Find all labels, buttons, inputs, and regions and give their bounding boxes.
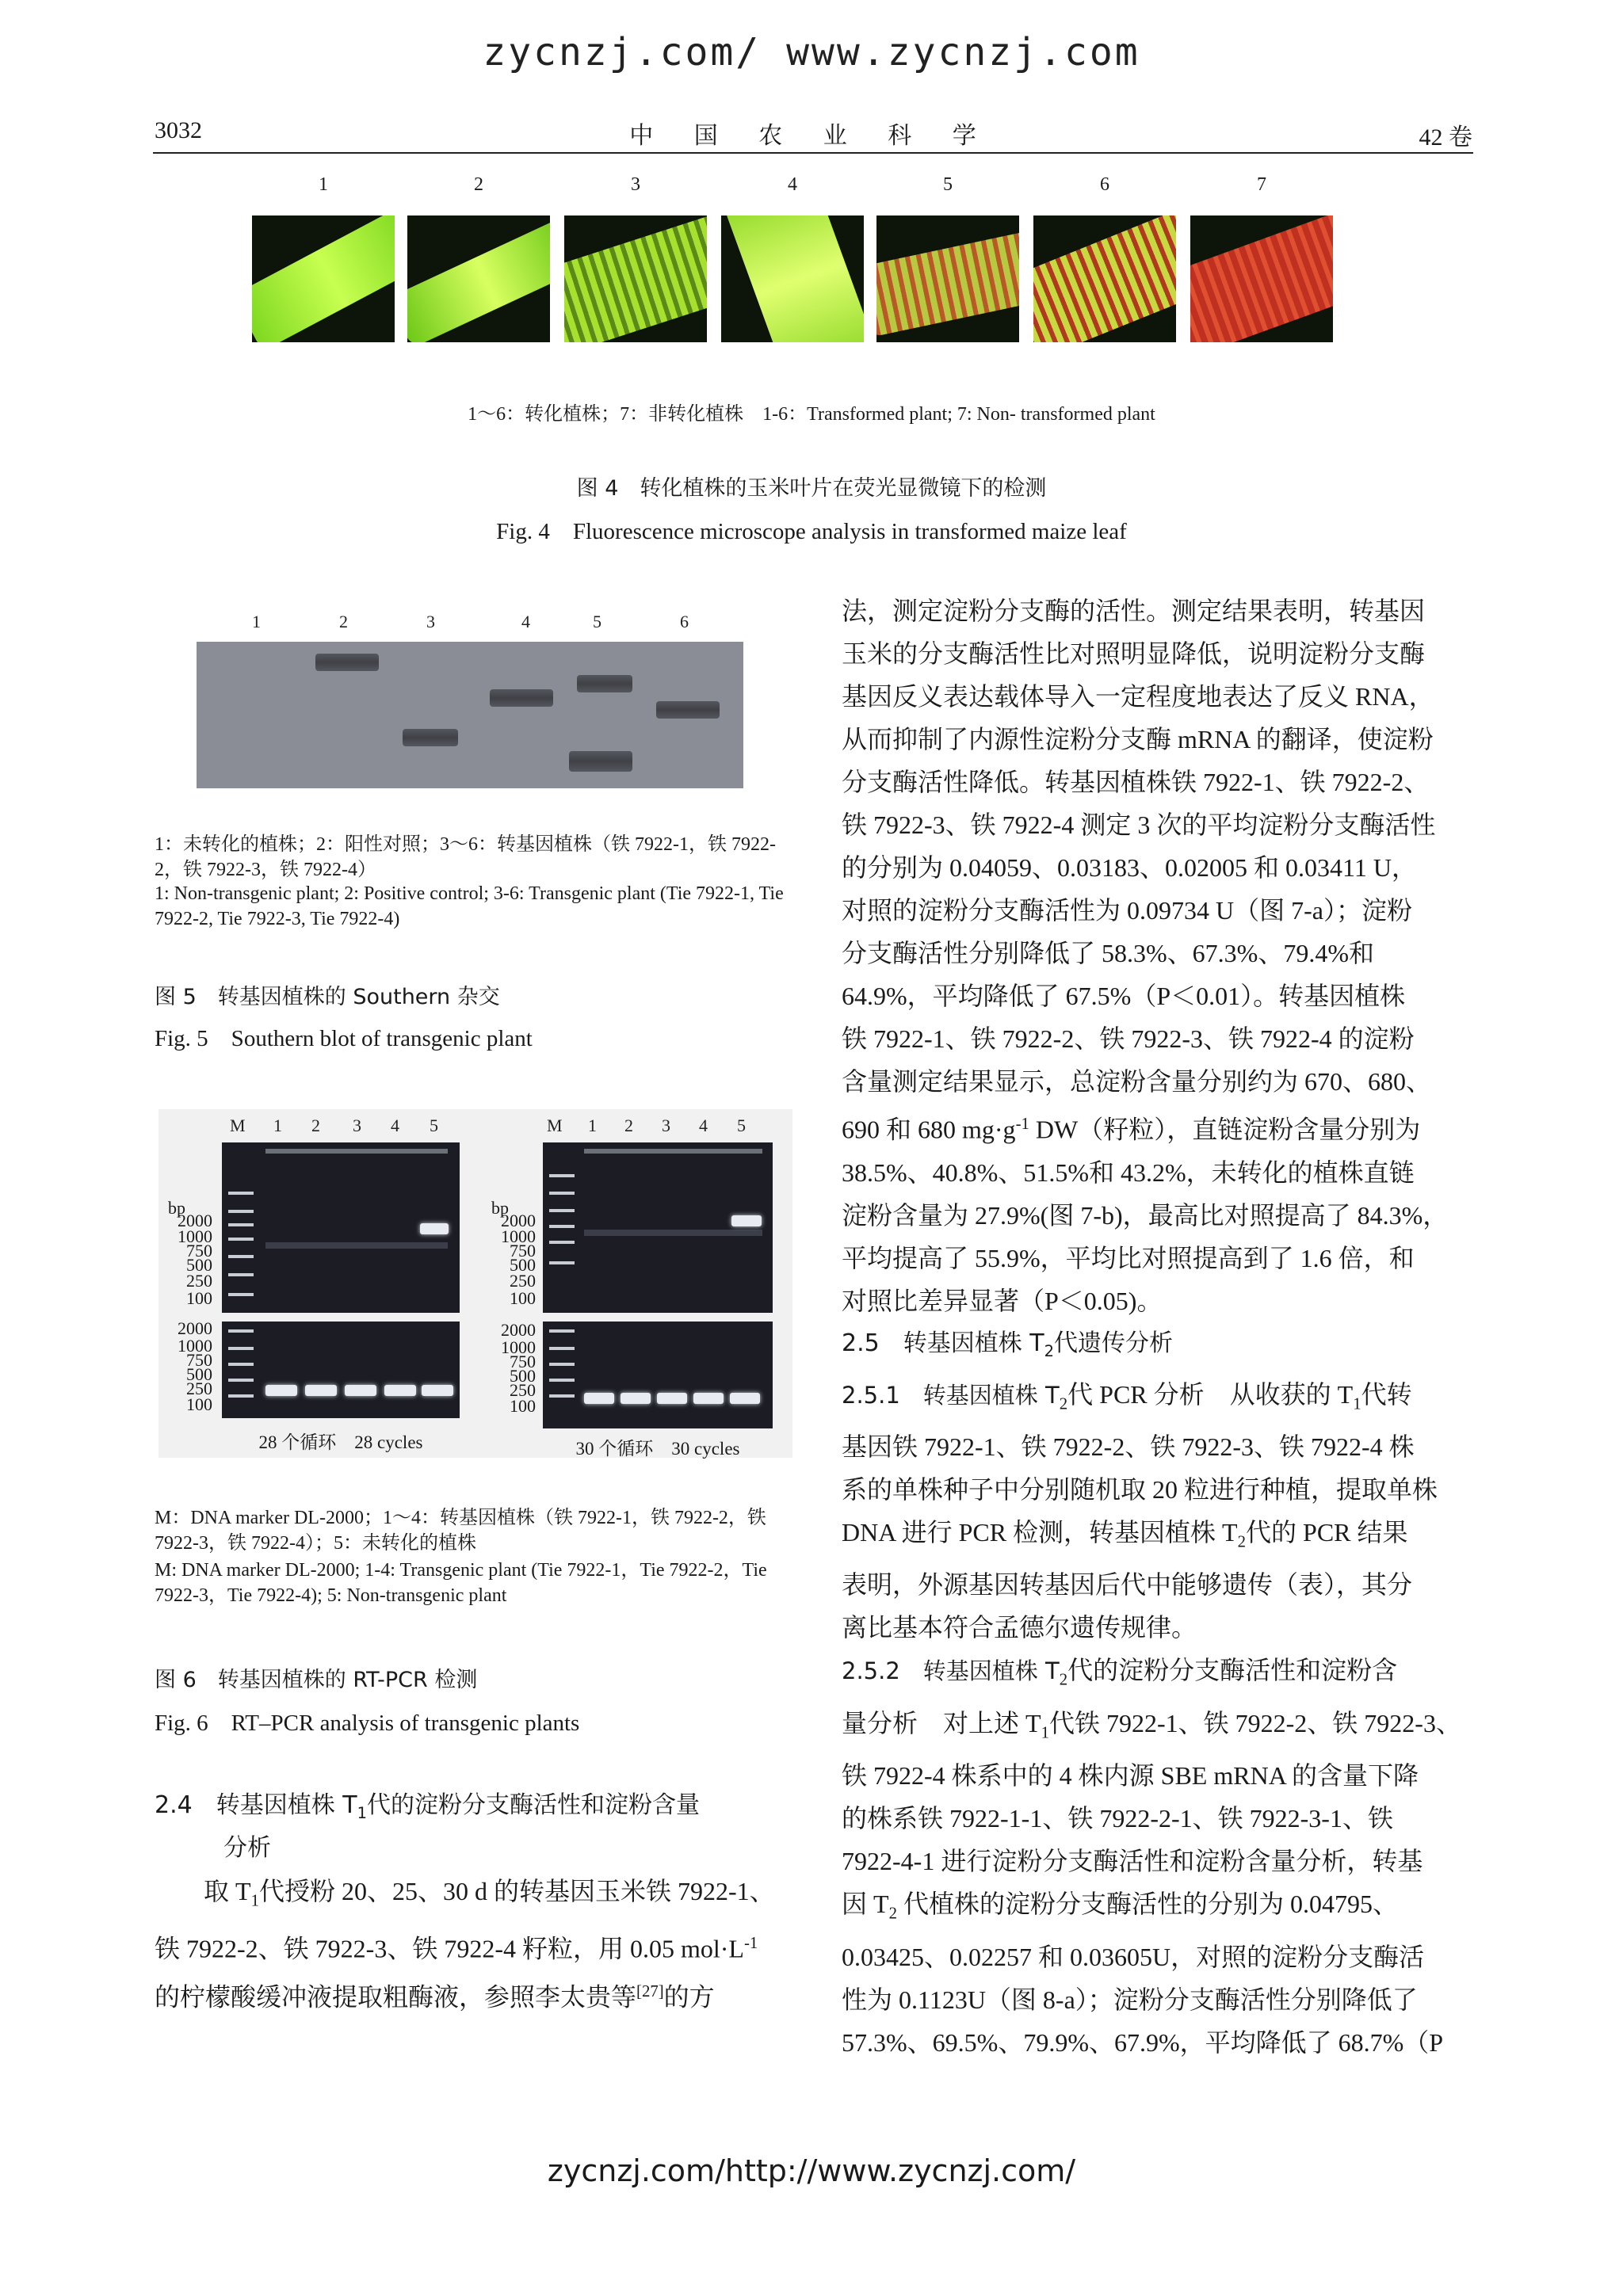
watermark-bottom: zycnzj.com/http://www.zycnzj.com/ bbox=[547, 2153, 1076, 2188]
bp-tick: 750 bbox=[510, 1352, 536, 1371]
blot-band bbox=[569, 751, 632, 772]
bp-tick: 250 bbox=[186, 1271, 212, 1291]
leaf-fluorescence-panel bbox=[564, 215, 707, 342]
leaf-fluorescence-panel bbox=[252, 215, 395, 342]
lane-label: 5 bbox=[430, 1116, 438, 1135]
bp-tick: 2000 bbox=[178, 1211, 212, 1230]
figure5-caption-en: Fig. 5 Southern blot of transgenic plant bbox=[155, 1026, 533, 1051]
figure6-caption-cn: 图 6 转基因植株的 RT-PCR 检测 bbox=[155, 1668, 478, 1692]
bp-tick: 100 bbox=[510, 1396, 536, 1416]
figure4-panel-number: 1 bbox=[319, 174, 328, 195]
bp-tick: 250 bbox=[510, 1271, 536, 1291]
bp-tick: 750 bbox=[510, 1241, 536, 1261]
gel-28-cycles-upper bbox=[222, 1142, 460, 1313]
bp-tick: 250 bbox=[186, 1379, 212, 1398]
page-number: 3032 bbox=[155, 117, 202, 143]
bp-tick: 2000 bbox=[501, 1211, 536, 1230]
section-2-5-heading: 2.5 转基因植株 $T_2$代遗传分析 bbox=[842, 1329, 1173, 1360]
section-2-4-heading-cont: 分析 bbox=[223, 1834, 271, 1862]
bp-tick: 2000 bbox=[501, 1320, 536, 1340]
figure4-note: 1～6：转化植株；7：非转化植株 1-6：Transformed plant; 7: Non- transformed plant bbox=[468, 404, 1155, 425]
figure5-lane-number: 4 bbox=[521, 612, 530, 631]
bp-label: bp bbox=[168, 1198, 185, 1218]
watermark-top: zycnzj.com/ www.zycnzj.com bbox=[483, 30, 1140, 74]
southern-blot-image bbox=[197, 642, 743, 788]
gel-30-cycles-lower bbox=[543, 1322, 773, 1428]
lane-label: 2 bbox=[624, 1116, 633, 1135]
bp-tick: 500 bbox=[510, 1366, 536, 1386]
lane-label: 4 bbox=[699, 1116, 708, 1135]
figure4-panel-number: 5 bbox=[943, 174, 953, 195]
blot-band bbox=[490, 689, 553, 707]
figure5-lane-number: 1 bbox=[252, 612, 261, 631]
leaf-fluorescence-panel bbox=[407, 215, 550, 342]
section-2-5-2: 2.5.2 转基因植株 $T_2$代的淀粉分支酶活性和淀粉含 bbox=[842, 1656, 1398, 1689]
section-2-5-1: 2.5.1 转基因植株 $T_2$代 PCR 分析 从收获的 $T_1$代转 bbox=[842, 1379, 1412, 1413]
leaf-fluorescence-panel bbox=[876, 215, 1019, 342]
bp-tick: 500 bbox=[510, 1255, 536, 1275]
figure4-panel-number: 4 bbox=[788, 174, 797, 195]
figure4-panel-number: 7 bbox=[1257, 174, 1266, 195]
figure5-lane-number: 5 bbox=[593, 612, 601, 631]
leaf-fluorescence-panel bbox=[721, 215, 864, 342]
lane-label: 4 bbox=[391, 1116, 399, 1135]
lane-label: M bbox=[230, 1116, 246, 1135]
header-rule bbox=[153, 152, 1473, 154]
bp-tick: 250 bbox=[510, 1380, 536, 1400]
figure5-lane-number: 6 bbox=[680, 612, 689, 631]
leaf-fluorescence-panel bbox=[1190, 215, 1333, 342]
figure5-note-en: 1: Non-transgenic plant; 2: Positive control; 3-6: Transgenic plant (Tie 7922-1, Tie 7922-2, Tie 7922-3, Tie 7922-4) bbox=[155, 883, 784, 929]
figure6-note-cn: M：DNA marker DL-2000；1～4：转基因植株（铁 7922-1，铁 7922-2，铁 7922-3，铁 7922-4）；5：未转化的植株 bbox=[155, 1508, 766, 1554]
leaf-fluorescence-panel bbox=[1033, 215, 1176, 342]
lane-label: M bbox=[547, 1116, 563, 1135]
bp-tick: 1000 bbox=[178, 1336, 212, 1356]
figure5-lane-labels bbox=[197, 612, 743, 640]
figure4-panel-number: 6 bbox=[1100, 174, 1109, 195]
blot-band bbox=[315, 654, 379, 671]
section-2-4-heading: 2.4 转基因植株 $T_1$代的淀粉分支酶活性和淀粉含量 bbox=[155, 1791, 700, 1822]
lane-label: 3 bbox=[662, 1116, 670, 1135]
bp-label: bp bbox=[491, 1198, 509, 1218]
figure6-image bbox=[158, 1109, 792, 1458]
figure6-note-en: M: DNA marker DL-2000; 1-4: Transgenic plant (Tie 7922-1，Tie 7922-2，Tie 7922-3，Tie 7922-4); 5: Non-transgenic plant bbox=[155, 1560, 767, 1606]
bp-tick: 1000 bbox=[501, 1337, 536, 1357]
figure5-lane-number: 3 bbox=[426, 612, 435, 631]
bp-tick: 1000 bbox=[501, 1226, 536, 1246]
bp-tick: 500 bbox=[186, 1255, 212, 1275]
bp-tick: 750 bbox=[186, 1241, 212, 1261]
figure5-caption-cn: 图 5 转基因植株的 Southern 杂交 bbox=[155, 985, 500, 1009]
figure6-caption-en: Fig. 6 RT–PCR analysis of transgenic plants bbox=[155, 1711, 580, 1736]
bp-tick: 100 bbox=[510, 1288, 536, 1308]
bp-tick: 2000 bbox=[178, 1318, 212, 1338]
figure6-left-caption: 28 个循环 28 cycles bbox=[258, 1432, 423, 1452]
gel-28-cycles-lower bbox=[222, 1322, 460, 1418]
lane-label: 3 bbox=[353, 1116, 361, 1135]
bp-tick: 100 bbox=[186, 1288, 212, 1308]
lane-label: 2 bbox=[311, 1116, 320, 1135]
bp-tick: 100 bbox=[186, 1394, 212, 1414]
bp-tick: 750 bbox=[186, 1350, 212, 1370]
figure4-panel-number: 3 bbox=[631, 174, 640, 195]
figure6-left-lane-labels bbox=[222, 1116, 475, 1139]
right-column-text: 法，测定淀粉分支酶的活性。测定结果表明，转基因 玉米的分支酶活性比对照明显降低，说明淀粉分支酶 基因反义表达载体导入一定程度地表达了反义 RNA， 从而抑制了内源性淀粉分支酶 mRNA 的翻译，使淀粉 分支酶活性降低。转基因植株铁 7922-1、铁 7922-2、 铁 7922-3、铁 7922-4 测定 3 次的平均淀粉分支酶活性 的分别为 0.04059、0.03183、0.02005 和 0.03411 U， 对照的淀粉分支酶活性为 0.09734 U（图 7-a）；淀粉 分支酶活性分别降低了 58.3%、67.3%、79.4%和 64.9%，平均降低了 67.5%（P＜0.01）。转基因植株 铁 7922-1、铁 7922-2、铁 7922-3、铁 7922-4 的淀粉 含量测定结果显示，总淀粉含量分别约为 670、680、 690 和 680 $mg\cdot g^{-1}$ DW（籽粒），直链淀粉含量分别为 38.5%、40.8%、51.5%和 43.2%，未转化的植株直链 淀粉含量为 27.9%(图 7-b)，最高比对照提高了 84.3%， 平均提高了 55.9%，平均比对照提高到了 1.6 倍，和 对照比差异显著（P＜0.05)。 2.5 转基因植株 $T_2$代遗传分析 2.5.1 转基因植株 $T_2$代 PCR 分析 从收获的 $T_1$代转 基因铁 7922-1、铁 7922-2、铁 7922-3、铁 7922-4 株 系的单株种子中分别随机取 20 粒进行种植，提取单株 DNA 进行 PCR 检测，转基因植株 $T_2$代的 PCR 结果 表明，外源基因转基因后代中能够遗传（表），其分 离比基本符合孟德尔遗传规律。 2.5.2 转基因植株 $T_2$代的淀粉分支酶活性和淀粉含 量分析 对上述 $T_1$代铁 7922-1、铁 7922-2、铁 7922-3、 铁 7922-4 株系中的 4 株内源 SBE mRNA 的含量下降 的株系铁 7922-1-1、铁 7922-2-1、铁 7922-3-1、铁 7922-4-1 进行淀粉分支酶活性和淀粉含量分析，转基 因 $T_2$ 代植株的淀粉分支酶活性的分别为 0.04795、 0.03425、0.02257 和 0.03605U，对照的淀粉分支酶活 性为 0.1123U（图 8-a）；淀粉分支酶活性分别降低了 57.3%、69.5%、79.9%、67.9%，平均降低了 68.7%（P bbox=[842, 589, 1476, 2064]
figure5-note-cn: 1：未转化的植株；2：阳性对照；3～6：转基因植株（铁 7922-1，铁 7922-2，铁 7922-3，铁 7922-4） bbox=[155, 834, 776, 880]
journal-title: 中 国 农 业 科 学 bbox=[629, 123, 994, 149]
figure6-right-caption: 30 个循环 30 cycles bbox=[575, 1439, 740, 1459]
figure6-right-lane-labels bbox=[539, 1116, 792, 1139]
lane-label: 5 bbox=[737, 1116, 746, 1135]
lane-label: 1 bbox=[273, 1116, 282, 1135]
lane-label: 1 bbox=[588, 1116, 597, 1135]
blot-band bbox=[577, 675, 632, 692]
figure5-lane-number: 2 bbox=[339, 612, 348, 631]
gel-30-cycles-upper bbox=[543, 1142, 773, 1313]
figure4-image-strip bbox=[252, 174, 1369, 345]
blot-band bbox=[656, 701, 720, 719]
section-2-4-paragraph: 取 $T_1$代授粉 20、25、30 d 的转基因玉米铁 7922-1、 铁 7922-2、铁 7922-3、铁 7922-4 籽粒，用 0.05 $mol\cdot L^{-1}$ 的柠檬酸缓冲液提取粗酶液，参照李太贵等[27]的方 bbox=[155, 1877, 775, 2012]
figure4-panel-number: 2 bbox=[474, 174, 483, 195]
bp-tick: 500 bbox=[186, 1364, 212, 1384]
bp-tick: 1000 bbox=[178, 1226, 212, 1246]
blot-band bbox=[403, 729, 458, 746]
volume: 42 卷 bbox=[1419, 124, 1472, 151]
figure4-caption-en: Fig. 4 Fluorescence microscope analysis in transformed maize leaf bbox=[496, 519, 1127, 544]
figure4-caption-cn: 图 4 转化植株的玉米叶片在荧光显微镜下的检测 bbox=[576, 476, 1047, 501]
